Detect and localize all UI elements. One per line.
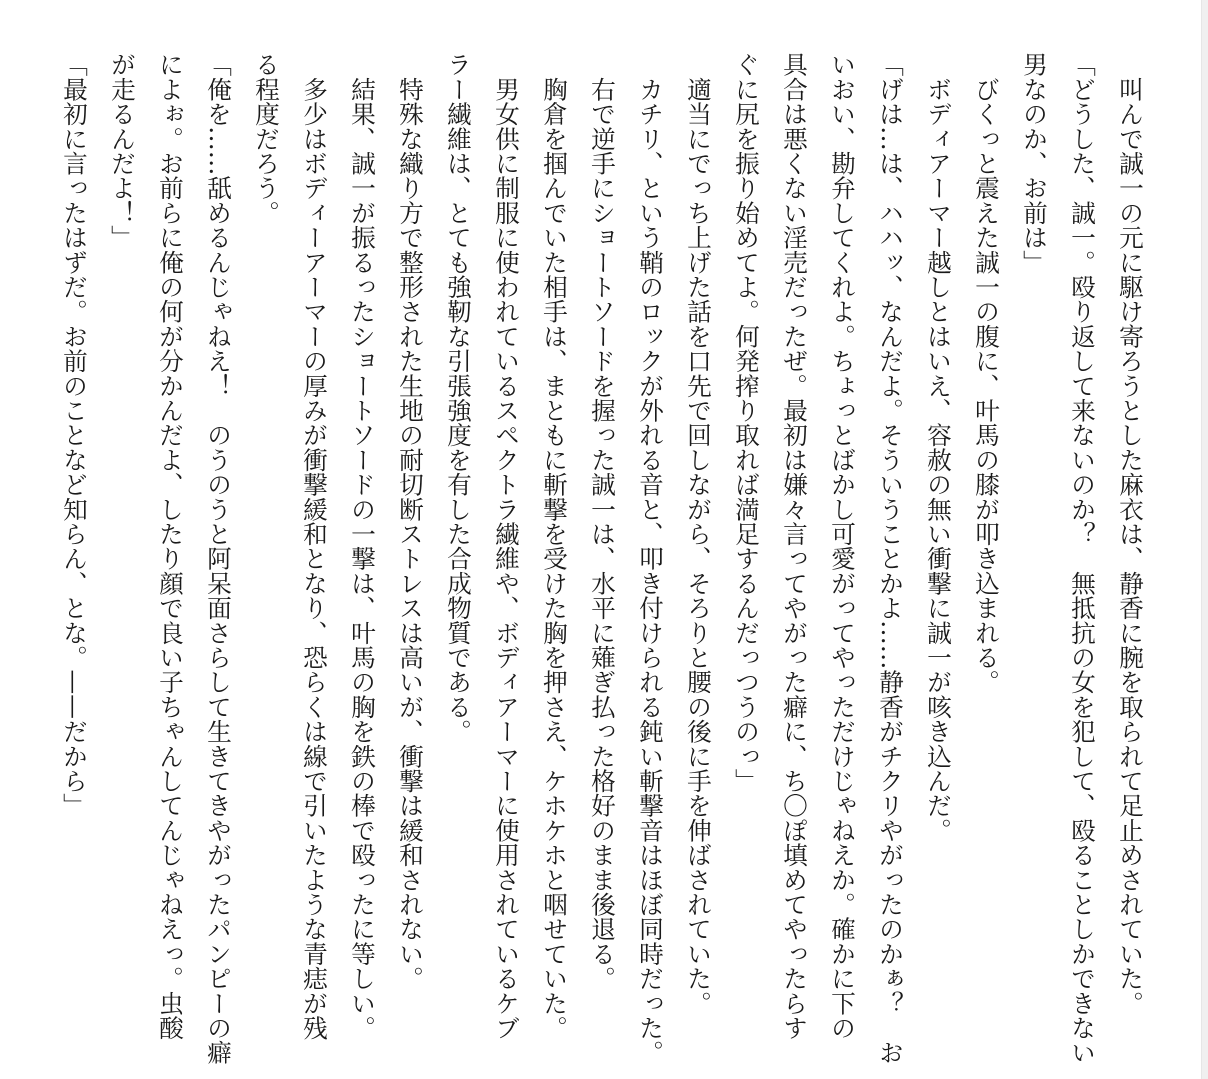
- text-line: 「俺を……舐めるんじゃねえ！ のうのうと阿呆面さらして生きてきやがったパンピーの癖: [204, 52, 233, 1065]
- text-line: 男女供に制服に使われているスペクトラ繊維や、ボディアーマーに使用されているケブ: [492, 52, 521, 1040]
- text-line: 「げは…は、ハハッ、なんだよ。そういうことかよ……静香がチクリやがったのかぁ？ お: [876, 52, 905, 1065]
- text-line: びくっと震えた誠一の腹に、叶馬の膝が叩き込まれる。: [972, 52, 1001, 695]
- text-line: 右で逆手にショートソードを握った誠一は、水平に薙ぎ払った格好のまま後退る。: [588, 52, 617, 991]
- text-line: 適当にでっち上げた話を口先で回しながら、そろりと腰の後に手を伸ばされていた。: [684, 52, 713, 1016]
- text-line: が走るんだよ！」: [108, 52, 137, 250]
- text-line: 「最初に言ったはずだ。お前のことなど知らん、とな。——だから」: [60, 52, 89, 818]
- text-line: る程度だろう。: [252, 52, 281, 225]
- text-line: 具合は悪くない淫売だったぜ。最初は嫌々言ってやがった癖に、ち〇ぽ填めてやったらす: [780, 52, 809, 1040]
- text-line: によぉ。お前らに俺の何が分かんだよ、したり顔で良い子ちゃんしてんじゃねえっ。虫酸: [156, 52, 185, 1040]
- text-line: ぐに尻を振り始めてよ。何発搾り取れば満足するんだっつうのっ」: [732, 52, 761, 793]
- text-line: カチリ、という鞘のロックが外れる音と、叩き付けられる鈍い斬撃音はほぼ同時だった。: [636, 52, 665, 1065]
- text-line: 胸倉を掴んでいた相手は、まともに斬撃を受けた胸を押さえ、ケホケホと咽せていた。: [540, 52, 569, 1040]
- text-line: ラー繊維は、とても強靭な引張強度を有した合成物質である。: [444, 52, 473, 744]
- text-line: 叫んで誠一の元に駆け寄ろうとした麻衣は、静香に腕を取られて足止めされていた。: [1116, 52, 1145, 1016]
- text-line: 多少はボディーアーマーの厚みが衝撃緩和となり、恐らくは線で引いたような青痣が残: [300, 52, 329, 1040]
- text-line: 結果、誠一が振るったショートソードの一撃は、叶馬の胸を鉄の棒で殴ったに等しい。: [348, 52, 377, 1041]
- scrollbar[interactable]: [1201, 0, 1208, 1079]
- vertical-text-page: [50, 52, 1154, 1065]
- text-line: 「どうした、誠一。殴り返して来ないのか？ 無抵抗の女を犯して、殴ることしかできない: [1068, 52, 1097, 1065]
- text-line: いおい、勘弁してくれよ。ちょっとばかし可愛がってやっただけじゃねえか。確かに下の: [828, 52, 857, 1040]
- text-line: ボディアーマー越しとはいえ、容赦の無い衝撃に誠一が咳き込んだ。: [924, 52, 953, 843]
- text-line: 男なのか、お前は」: [1020, 52, 1049, 275]
- text-line: 特殊な織り方で整形された生地の耐切断ストレスは高いが、衝撃は緩和されない。: [396, 52, 425, 991]
